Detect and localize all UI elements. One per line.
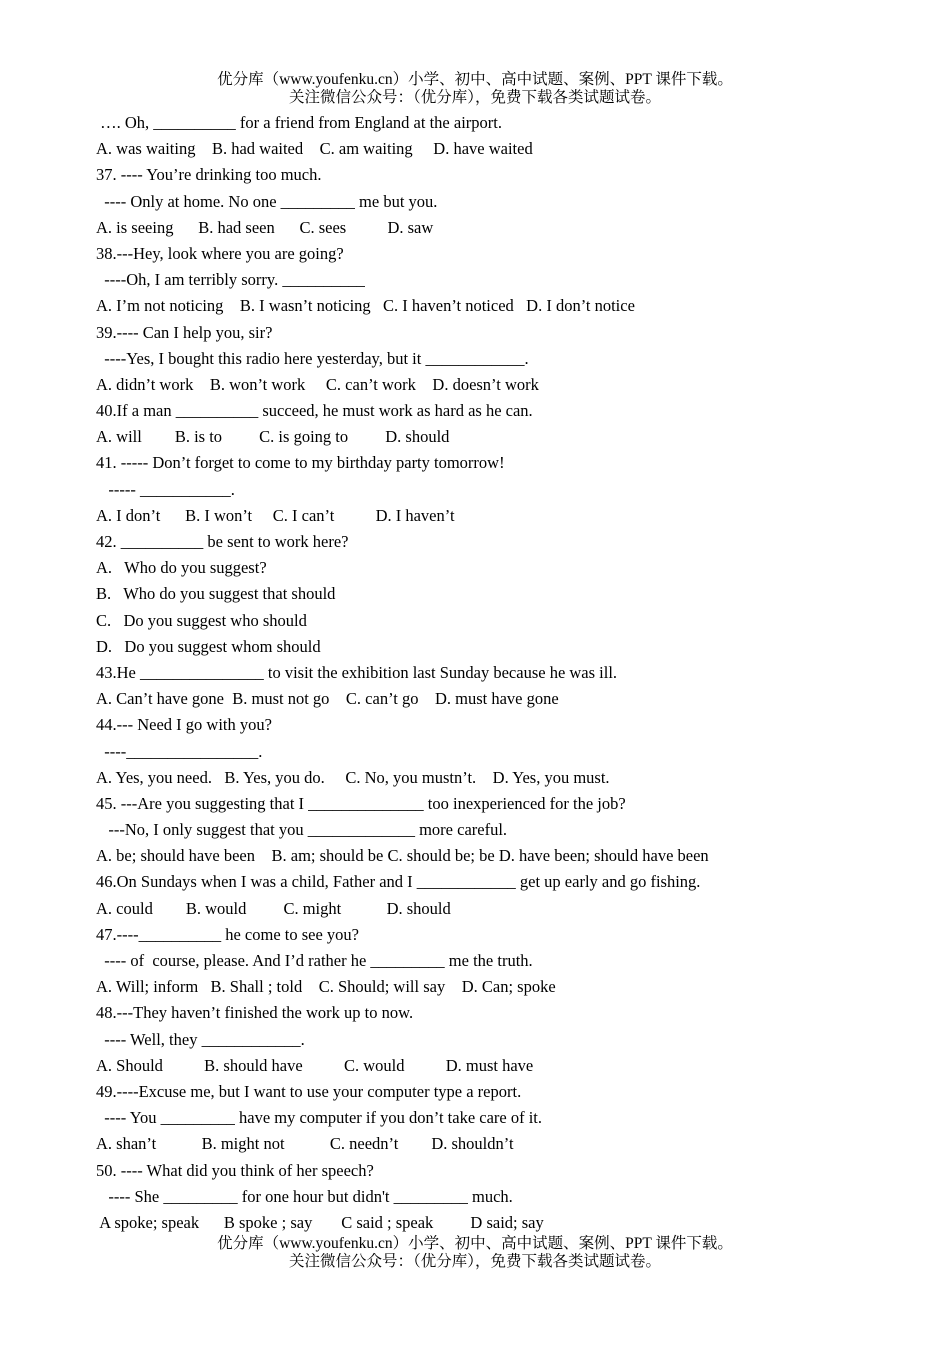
text-line: ---No, I only suggest that you _____________ more careful. xyxy=(96,820,508,840)
text-line: B. Who do you suggest that should xyxy=(96,584,336,604)
text-line: A. Yes, you need. B. Yes, you do. C. No, you mustn’t. D. Yes, you must. xyxy=(96,767,610,787)
text-line: A. will B. is to C. is going to D. should xyxy=(96,427,450,447)
text-line: C. Do you suggest who should xyxy=(96,610,307,630)
text-line: A. was waiting B. had waited C. am waiting D. have waited xyxy=(96,139,533,159)
text-line: 40.If a man __________ succeed, he must work as hard as he can. xyxy=(96,401,533,421)
text-line: ----- ___________. xyxy=(96,479,235,499)
text-line: 44.--- Need I go with you? xyxy=(96,715,272,735)
text-line: 38.---Hey, look where you are going? xyxy=(96,243,344,263)
text-line: A. be; should have been B. am; should be C. should be; be D. have been; should have been xyxy=(96,846,709,866)
header-line-2: 关注微信公众号：（优分库），免费下载各类试题试卷。 xyxy=(288,89,661,106)
header-line-1: 优分库（www.youfenku.cn）小学、初中、高中试题、案例、PPT 课件下载。 xyxy=(217,71,733,88)
text-line: 43.He _______________ to visit the exhibition last Sunday because he was ill. xyxy=(96,662,618,682)
text-line: 46.On Sundays when I was a child, Father and I ____________ get up early and go fishing. xyxy=(96,872,701,892)
text-line: ----________________. xyxy=(96,741,263,761)
footer-line-2: 关注微信公众号：（优分库），免费下载各类试题试卷。 xyxy=(288,1253,661,1270)
question-list xyxy=(96,110,916,1236)
text-line: 48.---They haven’t finished the work up to now. xyxy=(96,1003,414,1023)
text-line: A. could B. would C. might D. should xyxy=(96,898,451,918)
text-line: ---- of course, please. And I’d rather he _________ me the truth. xyxy=(96,951,533,970)
page-footer xyxy=(0,1235,950,1271)
text-line: A spoke; speak B spoke ; say C said ; speak D said; say xyxy=(96,1212,544,1232)
text-line: 42. __________ be sent to work here? xyxy=(96,532,349,551)
text-line: 47.----__________ he come to see you? xyxy=(96,924,360,944)
text-line: ---- Well, they ____________. xyxy=(96,1029,305,1049)
page-header xyxy=(0,71,950,107)
text-line: A. is seeing B. had seen C. sees D. saw xyxy=(96,217,434,237)
text-line: ---- Only at home. No one _________ me but you. xyxy=(96,191,438,211)
text-line: 50. ---- What did you think of her speech? xyxy=(96,1160,374,1180)
text-line: A. Can’t have gone B. must not go C. can’t go D. must have gone xyxy=(96,689,559,709)
text-line: A. Will; inform B. Shall ; told C. Should; will say D. Can; spoke xyxy=(96,977,556,997)
footer-line-1: 优分库（www.youfenku.cn）小学、初中、高中试题、案例、PPT 课件下载。 xyxy=(217,1235,733,1252)
text-line: 37. ---- You’re drinking too much. xyxy=(96,165,322,185)
text-line: D. Do you suggest whom should xyxy=(96,636,321,656)
text-line: 49.----Excuse me, but I want to use your computer type a report. xyxy=(96,1081,522,1101)
text-line: ----Oh, I am terribly sorry. __________ xyxy=(96,270,365,290)
text-line: …. Oh, __________ for a friend from England at the airport. xyxy=(96,113,502,132)
text-line: 41. ----- Don’t forget to come to my birthday party tomorrow! xyxy=(96,453,505,473)
text-line: A. shan’t B. might not C. needn’t D. shouldn’t xyxy=(96,1134,514,1154)
text-line: ----Yes, I bought this radio here yesterday, but it ____________. xyxy=(96,348,529,368)
text-line: 39.---- Can I help you, sir? xyxy=(96,322,273,342)
text-line: A. Who do you suggest? xyxy=(96,558,267,578)
text-line: ---- She _________ for one hour but didn't _________ much. xyxy=(96,1186,513,1206)
text-line: A. I’m not noticing B. I wasn’t noticing C. I haven’t noticed D. I don’t notice xyxy=(96,296,635,316)
text-line: ---- You _________ have my computer if you don’t take care of it. xyxy=(96,1108,543,1128)
text-line: A. didn’t work B. won’t work C. can’t work D. doesn’t work xyxy=(96,374,539,394)
text-line: 45. ---Are you suggesting that I ______________ too inexperienced for the job? xyxy=(96,793,626,813)
text-line: A. I don’t B. I won’t C. I can’t D. I haven’t xyxy=(96,505,455,525)
text-line: A. Should B. should have C. would D. must have xyxy=(96,1055,534,1075)
